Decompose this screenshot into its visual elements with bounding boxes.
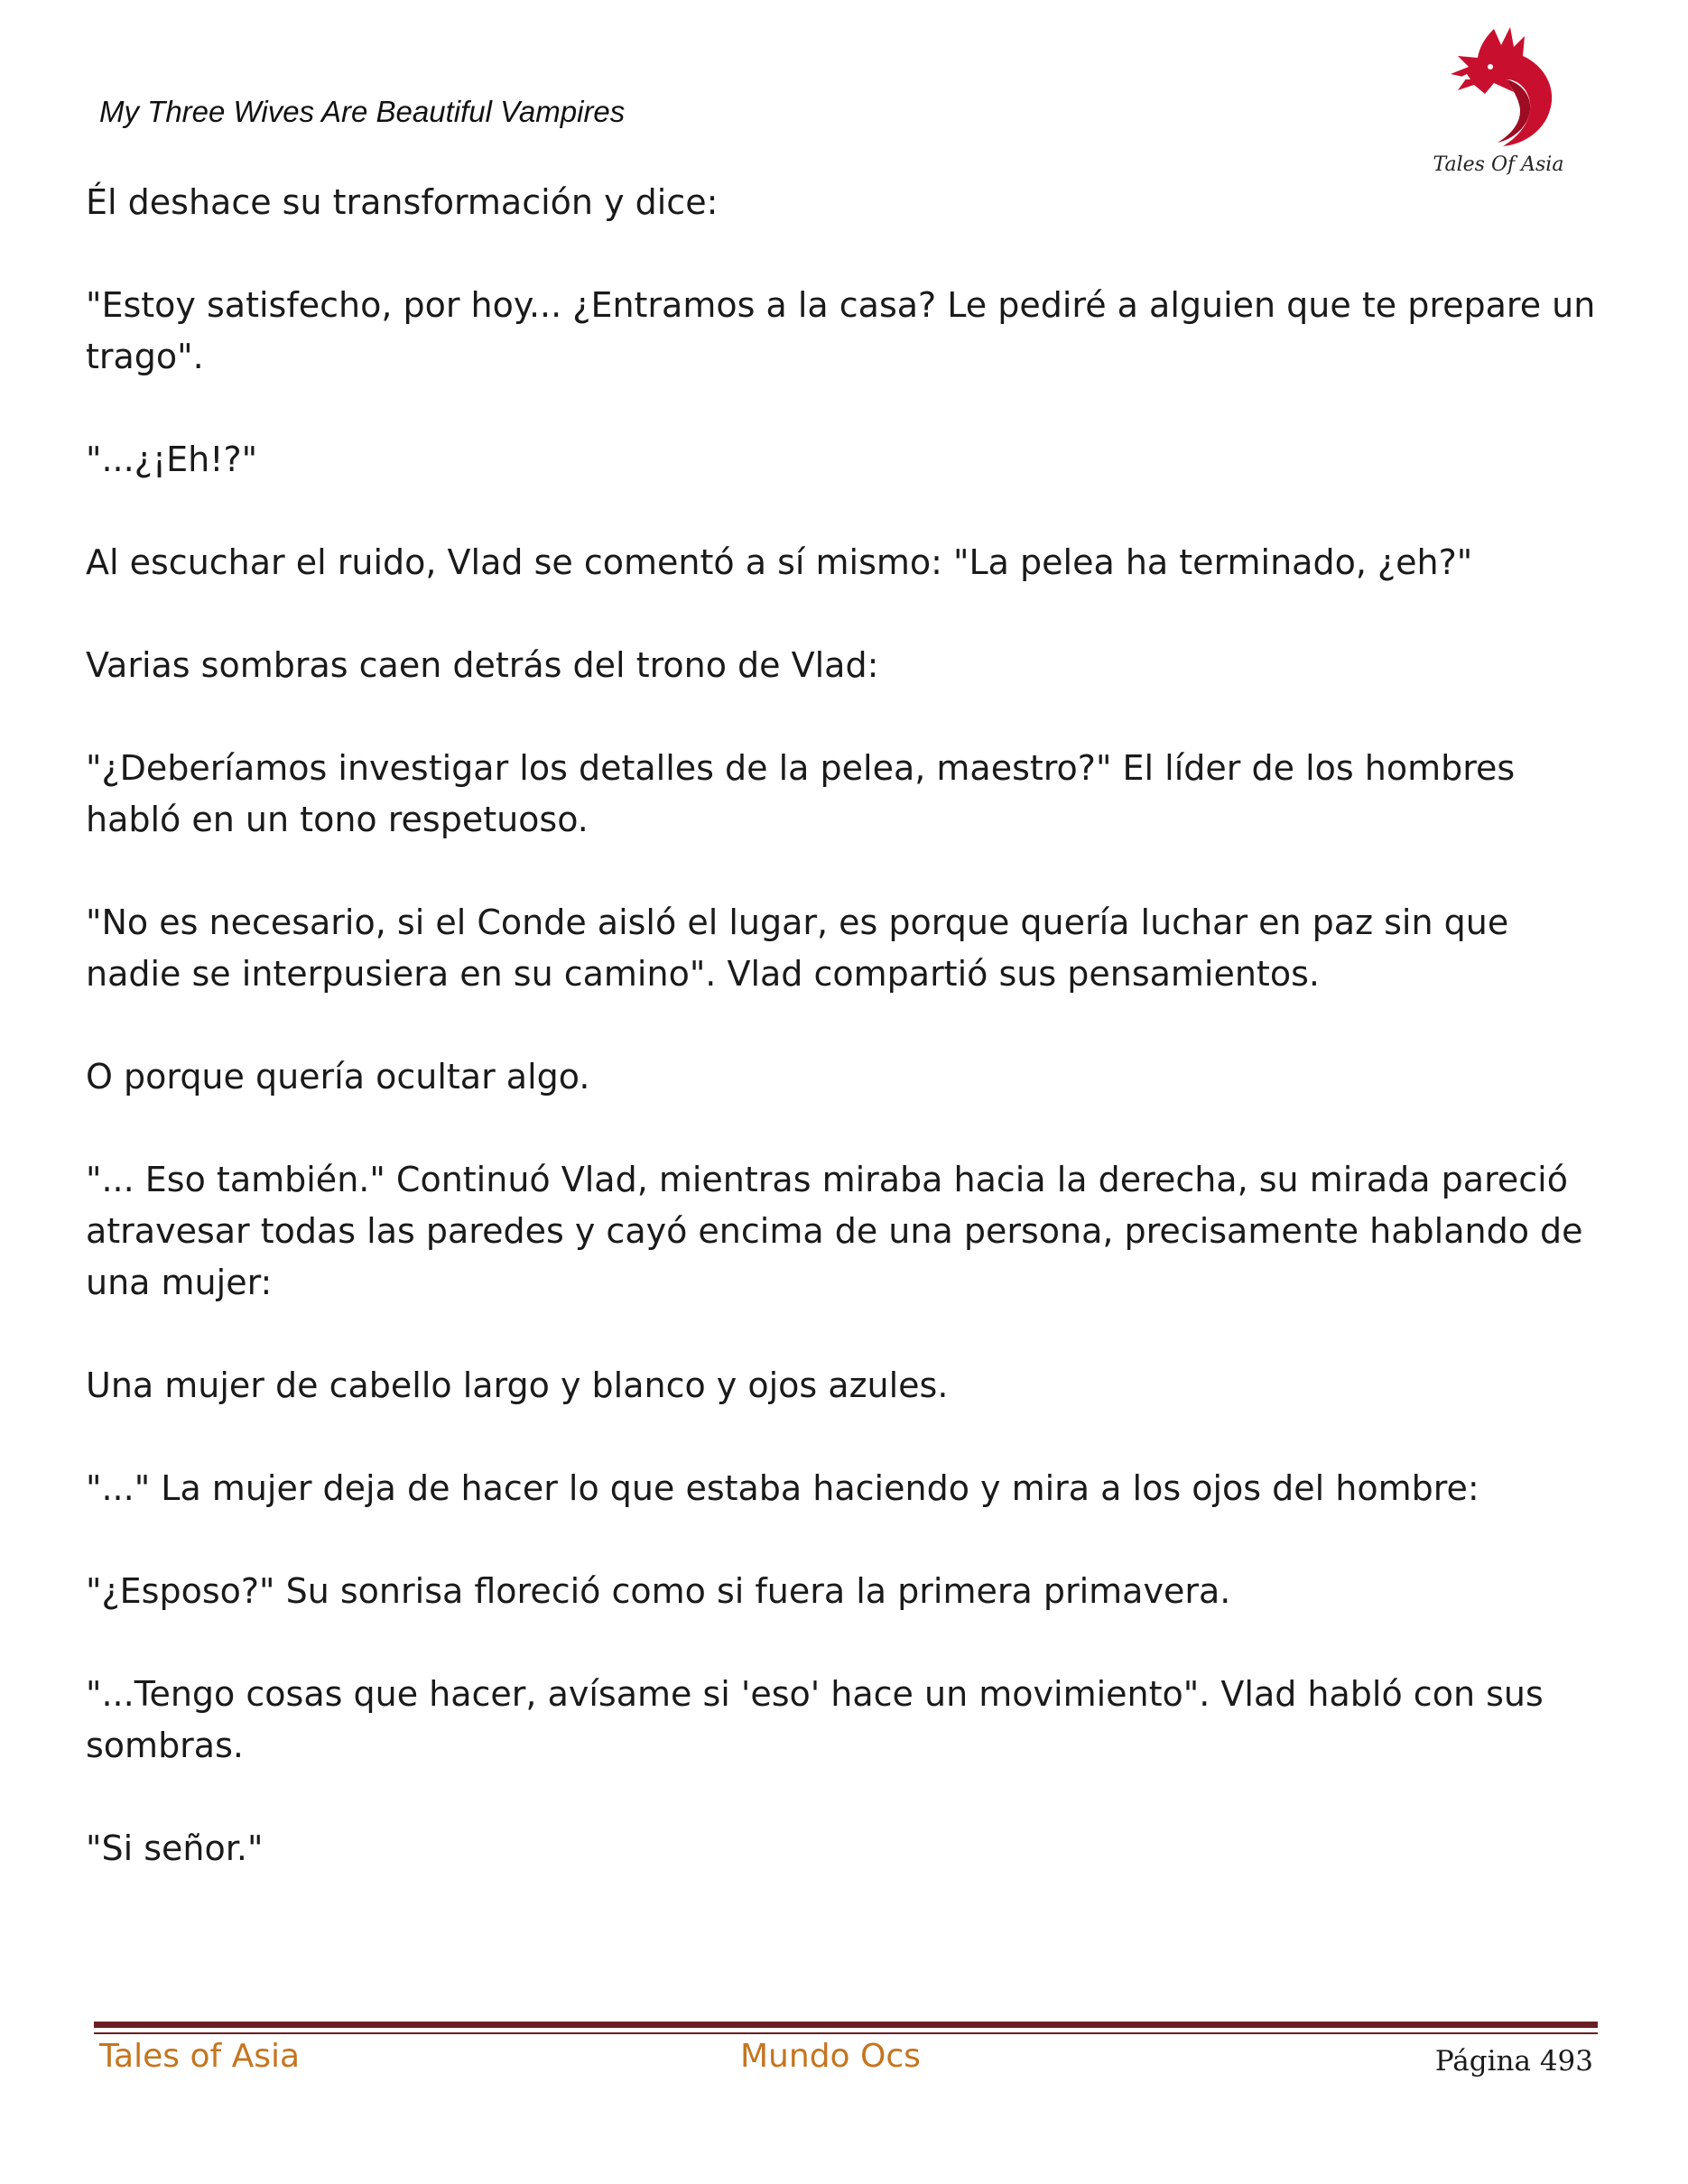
footer-divider-thin — [94, 2032, 1598, 2034]
paragraph: Una mujer de cabello largo y blanco y ojos azules. — [86, 1365, 949, 1405]
footer-divider — [94, 2022, 1598, 2028]
paragraph: "No es necesario, si el Conde aisló el lugar, es porque quería luchar en paz sin que nadie se interpusiera en su camino". Vlad compartió sus pensamientos. — [86, 902, 1509, 994]
paragraph: Al escuchar el ruido, Vlad se comentó a sí mismo: "La pelea ha terminado, ¿eh?" — [86, 542, 1473, 582]
paragraph: "...¿¡Eh!?" — [86, 440, 258, 479]
book-title: My Three Wives Are Beautiful Vampires — [99, 95, 626, 128]
footer-translator: Mundo Ocs — [740, 2038, 921, 2075]
paragraph: "... Eso también." Continuó Vlad, mientras miraba hacia la derecha, su mirada pareció atravesar todas las paredes y cayó encima de una persona, precisamente hablando de una mujer: — [86, 1160, 1583, 1302]
paragraph: "...Tengo cosas que hacer, avísame si 'eso' hace un movimiento". Vlad habló con sus sombras. — [86, 1674, 1544, 1765]
paragraph: Varias sombras caen detrás del trono de Vlad: — [86, 645, 879, 685]
paragraph: "¿Deberíamos investigar los detalles de la pelea, maestro?" El líder de los hombres habló en un tono respetuoso. — [86, 748, 1516, 839]
paragraph: Él deshace su transformación y dice: — [86, 182, 719, 222]
paragraph: "¿Esposo?" Su sonrisa floreció como si fuera la primera primavera. — [86, 1571, 1231, 1611]
paragraph: "Si señor." — [86, 1828, 264, 1868]
publisher-logo — [1431, 20, 1566, 182]
chapter-text — [86, 177, 1607, 1926]
paragraph: O porque quería ocultar algo. — [86, 1057, 590, 1097]
page-number: Página 493 — [1434, 2045, 1593, 2078]
dragon-logo-icon — [1431, 20, 1566, 160]
paragraph: "Estoy satisfecho, por hoy... ¿Entramos a la casa? Le pediré a alguien que te prepare un trago". — [86, 285, 1596, 376]
paragraph: "..." La mujer deja de hacer lo que estaba haciendo y mira a los ojos del hombre: — [86, 1468, 1479, 1508]
logo-text: Tales Of Asia — [1433, 153, 1564, 176]
footer-publisher: Tales of Asia — [99, 2038, 301, 2075]
